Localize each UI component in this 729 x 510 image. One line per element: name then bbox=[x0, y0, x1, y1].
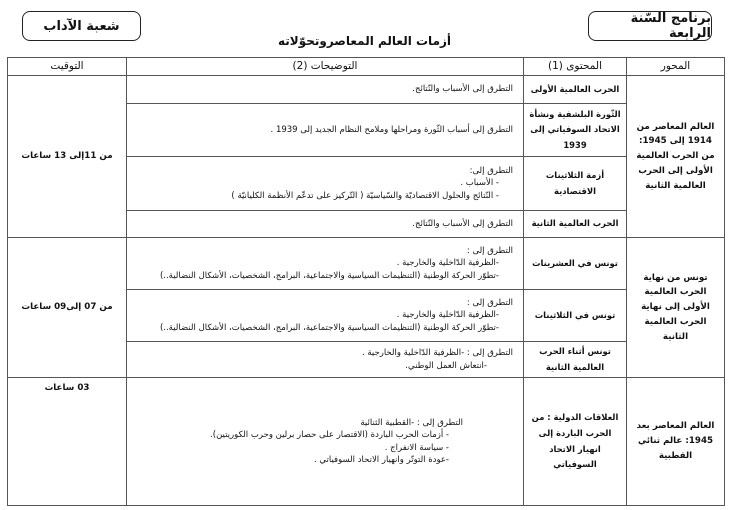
content-cell: تونس في الثلاثينات bbox=[524, 290, 627, 342]
content-cell: العلاقات الدولية : من الحرب الباردة إلى انهيار الاتحاد السوفياتي bbox=[524, 378, 627, 506]
content-cell: أزمة الثلاثينات الاقتصادية bbox=[524, 157, 627, 211]
document-title: أزمات العالم المعاصروتحوّلاته bbox=[277, 34, 452, 48]
timing-cell: 03 ساعات bbox=[8, 378, 127, 506]
explanation-line: التطرق إلى الأسباب والنّتائج. bbox=[412, 218, 513, 229]
column-header-explanations: التوضيحات (2) bbox=[127, 58, 524, 76]
explanation-cell bbox=[127, 157, 524, 211]
table-row bbox=[8, 238, 725, 290]
explanation-line: التطرق إلى : -القطبية الثنائية bbox=[360, 417, 463, 428]
content-cell: الحرب العالمية الثانية bbox=[524, 211, 627, 238]
explanation-line: التطرق إلى أسباب الثّورة ومراحلها وملامح النظام الجديد إلى 1939 . bbox=[270, 124, 513, 135]
explanation-cell bbox=[127, 238, 524, 290]
explanation-line: - أزمات الحرب الباردة (الاقتصار على حصار برلين وحرب الكوريتين). bbox=[210, 430, 449, 441]
axis-cell: العالم المعاصر بعد 1945: عالم ثنائي القطبية bbox=[627, 378, 725, 506]
table-row bbox=[8, 76, 725, 104]
explanation-line: التطرق إلى : -الظرفية الدّاخلية والخارجية . bbox=[361, 348, 513, 359]
timing-cell: من 11إلى 13 ساعات bbox=[8, 76, 127, 238]
content-cell: تونس أثناء الحرب العالمية الثانية bbox=[524, 342, 627, 378]
explanation-line: -الظرفية الدّاخلية والخارجية . bbox=[396, 258, 499, 269]
branch-label: شعبة الآداب bbox=[43, 18, 120, 34]
column-header-timing: التوقيت bbox=[8, 58, 127, 76]
program-label: برنامج السّنة الرابعة bbox=[630, 11, 711, 41]
explanation-cell bbox=[127, 290, 524, 342]
content-cell: الثّورة البلشفية ونشأة الاتحاد السوفياتي إلى 1939 bbox=[524, 104, 627, 157]
table-row bbox=[8, 378, 725, 506]
explanation-cell bbox=[127, 211, 524, 238]
column-header-axis: المحور bbox=[627, 58, 725, 76]
explanation-line: التطرق إلى : bbox=[466, 298, 513, 309]
table-header-row bbox=[8, 58, 725, 76]
explanation-cell bbox=[127, 342, 524, 378]
column-header-content: المحتوى (1) bbox=[524, 58, 627, 76]
axis-cell: العالم المعاصر من 1914 إلى 1945: من الحرب العالمية الأولى إلى الحرب العالمية الثانية bbox=[627, 76, 725, 238]
explanation-line: -تطوّر الحركة الوطنية (التنظيمات السياسية والاجتماعية، البرامج، الشخصيات، الأشكال النضالية..) bbox=[159, 270, 499, 281]
explanation-line: -عودة التوتّر وانهيار الاتحاد السوفياتي . bbox=[314, 454, 449, 465]
explanation-line: -انتعاش العمل الوطني. bbox=[405, 360, 487, 371]
explanation-line: - الأسباب . bbox=[460, 178, 499, 189]
explanation-line: -تطوّر الحركة الوطنية (التنظيمات السياسية والاجتماعية، البرامج، الشخصيات، الأشكال النضالية..) bbox=[159, 322, 499, 333]
explanation-cell bbox=[127, 378, 524, 506]
timing-cell: من 07 إلى09 ساعات bbox=[8, 238, 127, 378]
explanation-line: التطرق إلى: bbox=[469, 166, 513, 177]
explanation-line: - النّتائج والحلول الاقتصاديّة والسّياسيّة ( التّركيز على تدعّم الأنظمة الكليانيّة ) bbox=[231, 190, 499, 201]
content-cell: تونس في العشرينات bbox=[524, 238, 627, 290]
explanation-cell bbox=[127, 76, 524, 104]
explanation-line: التطرق إلى : bbox=[466, 246, 513, 257]
axis-cell: تونس من نهاية الحرب العالمية الأولى إلى نهاية الحرب العالمية الثانية bbox=[627, 238, 725, 378]
explanation-cell bbox=[127, 104, 524, 157]
curriculum-table bbox=[7, 57, 725, 506]
explanation-line: -الظرفية الدّاخلية والخارجية . bbox=[396, 310, 499, 321]
explanation-line: - سياسة الانفراج . bbox=[384, 442, 449, 453]
explanation-line: التطرق إلى الأسباب والنّتائج. bbox=[412, 84, 513, 95]
content-cell: الحرب العالمية الأولى bbox=[524, 76, 627, 104]
